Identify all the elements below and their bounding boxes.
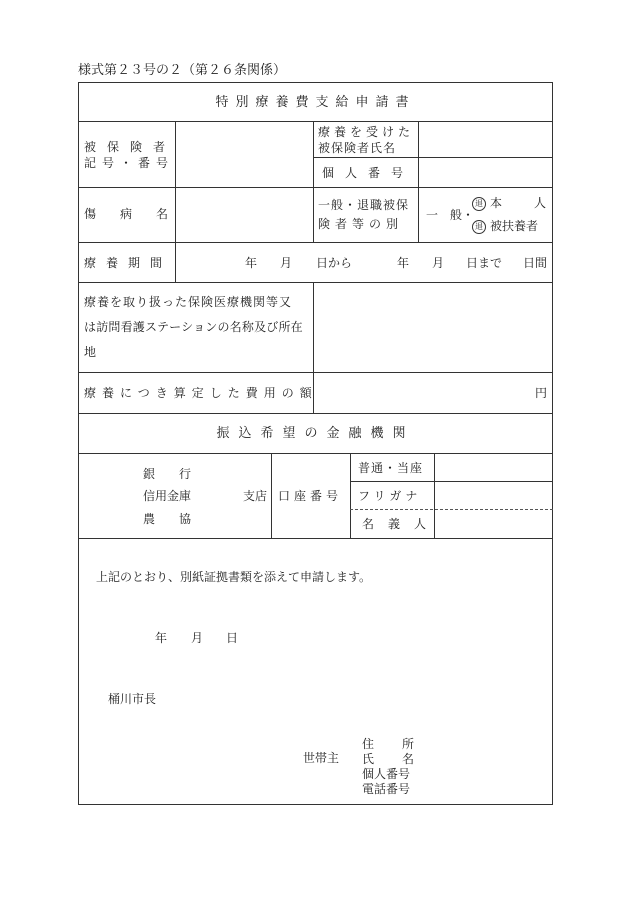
householder-label: 世帯主 xyxy=(303,751,340,765)
applicant-personal-number-label: 個人番号 xyxy=(362,767,411,781)
period-year2: 年 xyxy=(397,256,410,270)
period-year1: 年 xyxy=(245,256,258,270)
period-until: 日まで xyxy=(466,256,503,270)
category-label-line2: 険者等の別 xyxy=(318,217,404,231)
period-label: 療養期間 xyxy=(84,256,173,270)
insured-name-field[interactable] xyxy=(419,122,551,156)
institution-label-line1: 療養を取り扱った保険医療機関等又 xyxy=(84,295,293,309)
holder-field[interactable] xyxy=(435,510,551,537)
date-year: 年 xyxy=(155,631,168,645)
insured-name-label-line2: 被保険者氏名 xyxy=(318,141,397,155)
institution-label-line2: は訪問看護ステーションの名称及び所在 xyxy=(84,320,303,334)
period-month2: 月 xyxy=(432,256,445,270)
bank-type-agri-coop[interactable]: 農 協 xyxy=(143,512,192,526)
phone-label: 電話番号 xyxy=(362,782,411,796)
name-label: 氏 名 xyxy=(362,752,423,766)
form-id: 様式第２３号の２（第２６条関係） xyxy=(78,63,287,78)
addressee: 桶川市長 xyxy=(108,692,157,706)
date-month: 月 xyxy=(191,631,204,645)
option-dependent-label: 被扶養者 xyxy=(490,219,539,233)
insured-name-label-line1: 療養を受けた xyxy=(318,125,415,139)
retired-circle-icon: 退 xyxy=(472,220,486,234)
account-type-label[interactable]: 普通・当座 xyxy=(358,461,424,475)
account-number-label: 口座番号 xyxy=(278,489,343,503)
bank-type-credit-union[interactable]: 信用金庫 xyxy=(143,489,192,503)
personal-number-label: 個人番号 xyxy=(322,166,415,180)
institution-field[interactable] xyxy=(314,283,552,371)
furigana-label: フリガナ xyxy=(358,489,422,503)
insured-label-line1: 被保険者 xyxy=(84,140,177,154)
account-type-field[interactable] xyxy=(435,454,551,480)
period-from: 日から xyxy=(316,256,353,270)
institution-label-line3: 地 xyxy=(84,345,97,359)
date-day: 日 xyxy=(226,631,239,645)
cost-field[interactable] xyxy=(314,373,552,412)
bank-section-title: 振込希望の金融機関 xyxy=(216,426,415,441)
personal-number-field[interactable] xyxy=(419,158,551,186)
cost-label: 療養につき算定した費用の額 xyxy=(84,386,318,400)
form-title: 特別療養費支給申請書 xyxy=(215,95,416,110)
furigana-field[interactable] xyxy=(435,482,551,508)
holder-label: 名義人 xyxy=(362,517,441,531)
period-month1: 月 xyxy=(280,256,293,270)
period-days: 日間 xyxy=(523,256,548,270)
bank-type-bank[interactable]: 銀 行 xyxy=(143,467,192,481)
insured-label-line2: 記号・番号 xyxy=(84,156,175,170)
cost-unit: 円 xyxy=(535,386,548,400)
disease-field[interactable] xyxy=(176,188,312,241)
option-self-label: 本 人 xyxy=(490,196,557,210)
category-prefix[interactable]: 一 般・ xyxy=(426,208,475,222)
category-label-line1: 一般・退職被保 xyxy=(318,198,410,212)
declaration-text: 上記のとおり、別紙証拠書類を添えて申請します。 xyxy=(96,570,372,584)
insured-number-field[interactable] xyxy=(176,122,312,186)
retired-circle-icon: 退 xyxy=(472,197,486,211)
address-label: 住 所 xyxy=(362,737,423,751)
branch-label: 支店 xyxy=(243,489,268,503)
category-option-self[interactable] xyxy=(472,196,556,211)
disease-label: 傷病名 xyxy=(84,207,193,221)
category-option-dependent[interactable] xyxy=(472,219,538,234)
